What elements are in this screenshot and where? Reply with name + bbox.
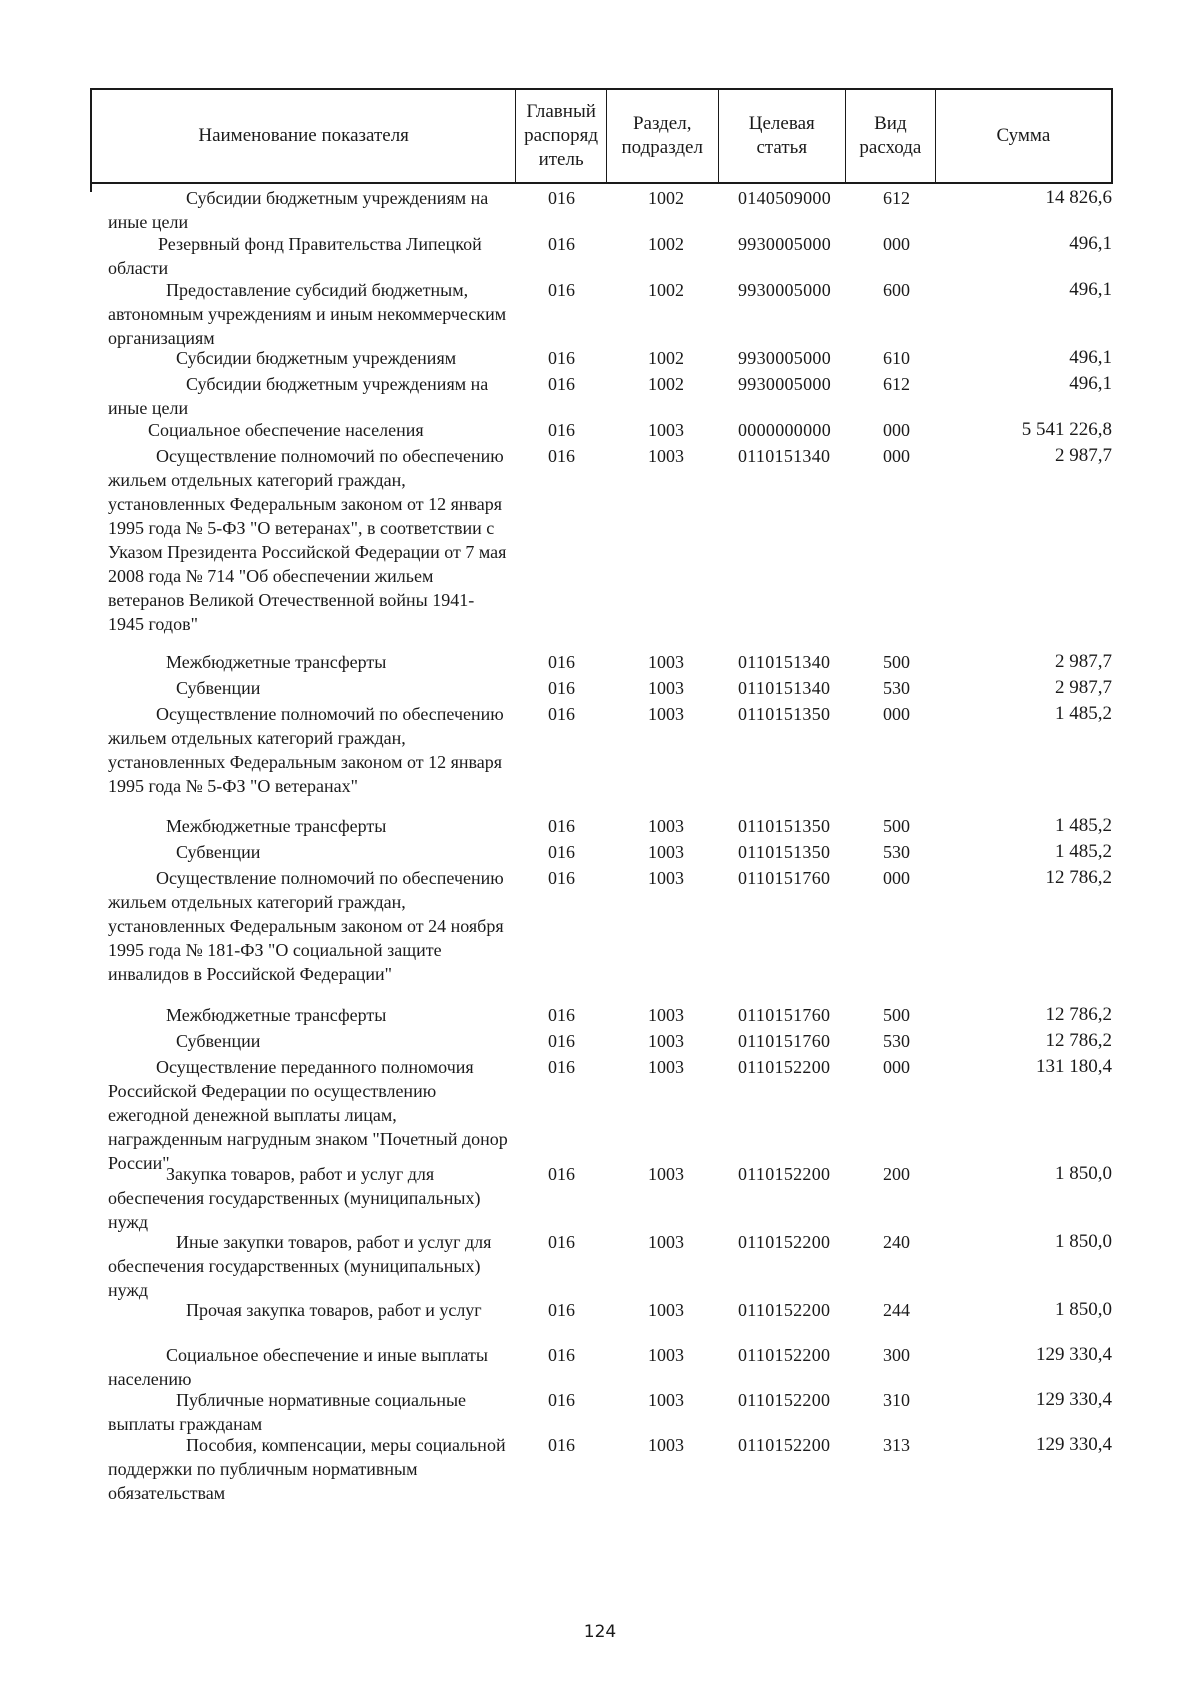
row-celevaya: 0110152200 [738,1300,831,1320]
header-glavny-text: Главный распоряд итель [524,101,599,170]
row-razdel: 1003 [648,1390,684,1410]
row-name: Осуществление полномочий по обеспечению жильем отдельных категорий граждан, установленных Федеральным законом от 24 ноября 1995 года № 181-ФЗ "О социальной защите инвалидов в Российской Федерации" [108,868,504,984]
row-glavny: 016 [548,1300,575,1320]
header-glavny [516,90,607,182]
row-vid: 530 [883,842,910,862]
row-summa: 131 180,4 [1036,1056,1112,1077]
row-glavny: 016 [548,704,575,724]
row-summa: 129 330,4 [1036,1344,1112,1365]
row-name: Иные закупки товаров, работ и услуг для обеспечения государственных (муниципальных) нужд [108,1232,492,1300]
header-summa-text: Сумма [996,125,1051,146]
row-summa: 5 541 226,8 [1021,419,1112,440]
row-name: Осуществление полномочий по обеспечению жильем отдельных категорий граждан, установленных Федеральным законом от 12 января 1995 года № 5-ФЗ "О ветеранах", в соответствии с Указом Президента Российской Федерации от 7 мая 2008 года № 714 "Об обеспечении жильем ветеранов Великой Отечественной войны 1941-1945 годов" [108,446,507,634]
row-vid: 530 [883,678,910,698]
row-vid: 000 [883,234,910,254]
row-celevaya: 9930005000 [738,348,831,368]
row-celevaya: 9930005000 [738,234,831,254]
row-name: Субвенции [176,678,261,698]
row-glavny: 016 [548,842,575,862]
row-name: Осуществление полномочий по обеспечению жильем отдельных категорий граждан, установленных Федеральным законом от 12 января 1995 года № 5-ФЗ "О ветеранах" [108,704,504,796]
row-summa: 12 786,2 [1045,867,1112,888]
row-vid: 313 [883,1435,910,1455]
row-name: Публичные нормативные социальные выплаты гражданам [108,1390,467,1434]
row-name: Осуществление переданного полномочия Российской Федерации по осуществлению ежегодной денежной выплаты лицам, награжденным нагрудным знаком "Почетный донор России" [108,1057,508,1173]
row-celevaya: 0110151350 [738,842,831,862]
row-name: Пособия, компенсации, меры социальной поддержки по публичным нормативным обязательствам [108,1435,506,1503]
header-summa [936,90,1111,182]
row-glavny: 016 [548,1345,575,1365]
row-razdel: 1003 [648,1164,684,1184]
row-celevaya: 0110152200 [738,1232,831,1252]
row-summa: 129 330,4 [1036,1389,1112,1410]
row-celevaya: 0140509000 [738,188,831,208]
row-vid: 500 [883,652,910,672]
row-vid: 300 [883,1345,910,1365]
row-celevaya: 9930005000 [738,280,831,300]
row-vid: 600 [883,280,910,300]
row-razdel: 1003 [648,652,684,672]
table-left-border [90,184,92,192]
header-name [92,90,516,182]
row-name: Предоставление субсидий бюджетным, автономным учреждениям и иным некоммерческим организациям [108,280,507,348]
row-vid: 612 [883,374,910,394]
row-summa: 2 987,7 [1055,445,1112,466]
row-glavny: 016 [548,188,575,208]
row-glavny: 016 [548,446,575,466]
row-glavny: 016 [548,1031,575,1051]
row-name: Субвенции [176,842,261,862]
row-razdel: 1003 [648,1300,684,1320]
row-celevaya: 0110152200 [738,1435,831,1455]
row-celevaya: 0110151350 [738,816,831,836]
row-summa: 12 786,2 [1045,1004,1112,1025]
row-celevaya: 0000000000 [738,420,831,440]
row-glavny: 016 [548,1164,575,1184]
row-celevaya: 0110151350 [738,704,831,724]
row-celevaya: 0110151340 [738,652,831,672]
row-name: Социальное обеспечение населения [148,420,424,440]
row-name: Закупка товаров, работ и услуг для обеспечения государственных (муниципальных) нужд [108,1164,481,1232]
header-razdel-text: Раздел, подраздел [621,113,703,158]
row-name: Субсидии бюджетным учреждениям на иные цели [108,188,489,232]
row-vid: 610 [883,348,910,368]
row-vid: 000 [883,420,910,440]
row-razdel: 1003 [648,446,684,466]
row-name: Социальное обеспечение и иные выплаты населению [108,1345,488,1389]
row-vid: 000 [883,1057,910,1077]
row-razdel: 1003 [648,816,684,836]
row-razdel: 1003 [648,1057,684,1077]
row-summa: 1 850,0 [1055,1231,1112,1252]
row-razdel: 1002 [648,188,684,208]
row-razdel: 1003 [648,420,684,440]
row-vid: 000 [883,446,910,466]
row-razdel: 1003 [648,1345,684,1365]
row-summa: 129 330,4 [1036,1434,1112,1455]
row-glavny: 016 [548,678,575,698]
row-razdel: 1002 [648,348,684,368]
row-name: Межбюджетные трансферты [166,652,387,672]
row-glavny: 016 [548,816,575,836]
row-celevaya: 0110152200 [738,1057,831,1077]
page-number: 124 [583,1622,617,1642]
row-glavny: 016 [548,868,575,888]
row-vid: 500 [883,1005,910,1025]
row-glavny: 016 [548,1005,575,1025]
header-vid [846,90,936,182]
row-glavny: 016 [548,348,575,368]
row-vid: 000 [883,868,910,888]
row-razdel: 1003 [648,868,684,888]
row-summa: 496,1 [1069,373,1112,394]
row-razdel: 1002 [648,234,684,254]
row-vid: 244 [883,1300,910,1320]
row-summa: 1 850,0 [1055,1163,1112,1184]
row-vid: 500 [883,816,910,836]
row-celevaya: 0110152200 [738,1390,831,1410]
header-vid-text: Вид расхода [859,113,922,158]
row-summa: 2 987,7 [1055,677,1112,698]
row-razdel: 1003 [648,1031,684,1051]
row-razdel: 1003 [648,1005,684,1025]
row-celevaya: 0110151760 [738,1031,831,1051]
table-header [90,88,1113,184]
row-razdel: 1002 [648,280,684,300]
row-name: Межбюджетные трансферты [166,1005,387,1025]
row-summa: 14 826,6 [1045,187,1112,208]
row-vid: 612 [883,188,910,208]
row-razdel: 1003 [648,678,684,698]
row-summa: 1 485,2 [1055,841,1112,862]
row-name: Межбюджетные трансферты [166,816,387,836]
row-name: Резервный фонд Правительства Липецкой области [108,234,482,278]
row-glavny: 016 [548,652,575,672]
row-glavny: 016 [548,1232,575,1252]
row-vid: 310 [883,1390,910,1410]
header-celevaya [719,90,847,182]
row-summa: 496,1 [1069,233,1112,254]
row-vid: 240 [883,1232,910,1252]
row-glavny: 016 [548,234,575,254]
row-celevaya: 0110151340 [738,446,831,466]
row-name: Субвенции [176,1031,261,1051]
row-celevaya: 0110151340 [738,678,831,698]
row-summa: 12 786,2 [1045,1030,1112,1051]
row-glavny: 016 [548,374,575,394]
row-vid: 000 [883,704,910,724]
row-razdel: 1003 [648,842,684,862]
row-summa: 496,1 [1069,347,1112,368]
row-name: Субсидии бюджетным учреждениям на иные цели [108,374,489,418]
row-razdel: 1002 [648,374,684,394]
row-summa: 1 485,2 [1055,703,1112,724]
row-summa: 496,1 [1069,279,1112,300]
header-name-text: Наименование показателя [198,125,409,146]
row-glavny: 016 [548,1390,575,1410]
row-summa: 2 987,7 [1055,651,1112,672]
row-vid: 530 [883,1031,910,1051]
row-celevaya: 0110151760 [738,868,831,888]
row-celevaya: 0110152200 [738,1345,831,1365]
row-summa: 1 850,0 [1055,1299,1112,1320]
row-glavny: 016 [548,420,575,440]
row-glavny: 016 [548,1435,575,1455]
row-celevaya: 0110152200 [738,1164,831,1184]
row-celevaya: 0110151760 [738,1005,831,1025]
row-razdel: 1003 [648,1435,684,1455]
header-celevaya-text: Целевая статья [748,113,815,158]
row-razdel: 1003 [648,1232,684,1252]
row-glavny: 016 [548,280,575,300]
row-glavny: 016 [548,1057,575,1077]
row-vid: 200 [883,1164,910,1184]
row-name: Прочая закупка товаров, работ и услуг [186,1300,482,1320]
row-summa: 1 485,2 [1055,815,1112,836]
header-razdel [607,90,719,182]
row-celevaya: 9930005000 [738,374,831,394]
row-name: Субсидии бюджетным учреждениям [176,348,457,368]
row-razdel: 1003 [648,704,684,724]
